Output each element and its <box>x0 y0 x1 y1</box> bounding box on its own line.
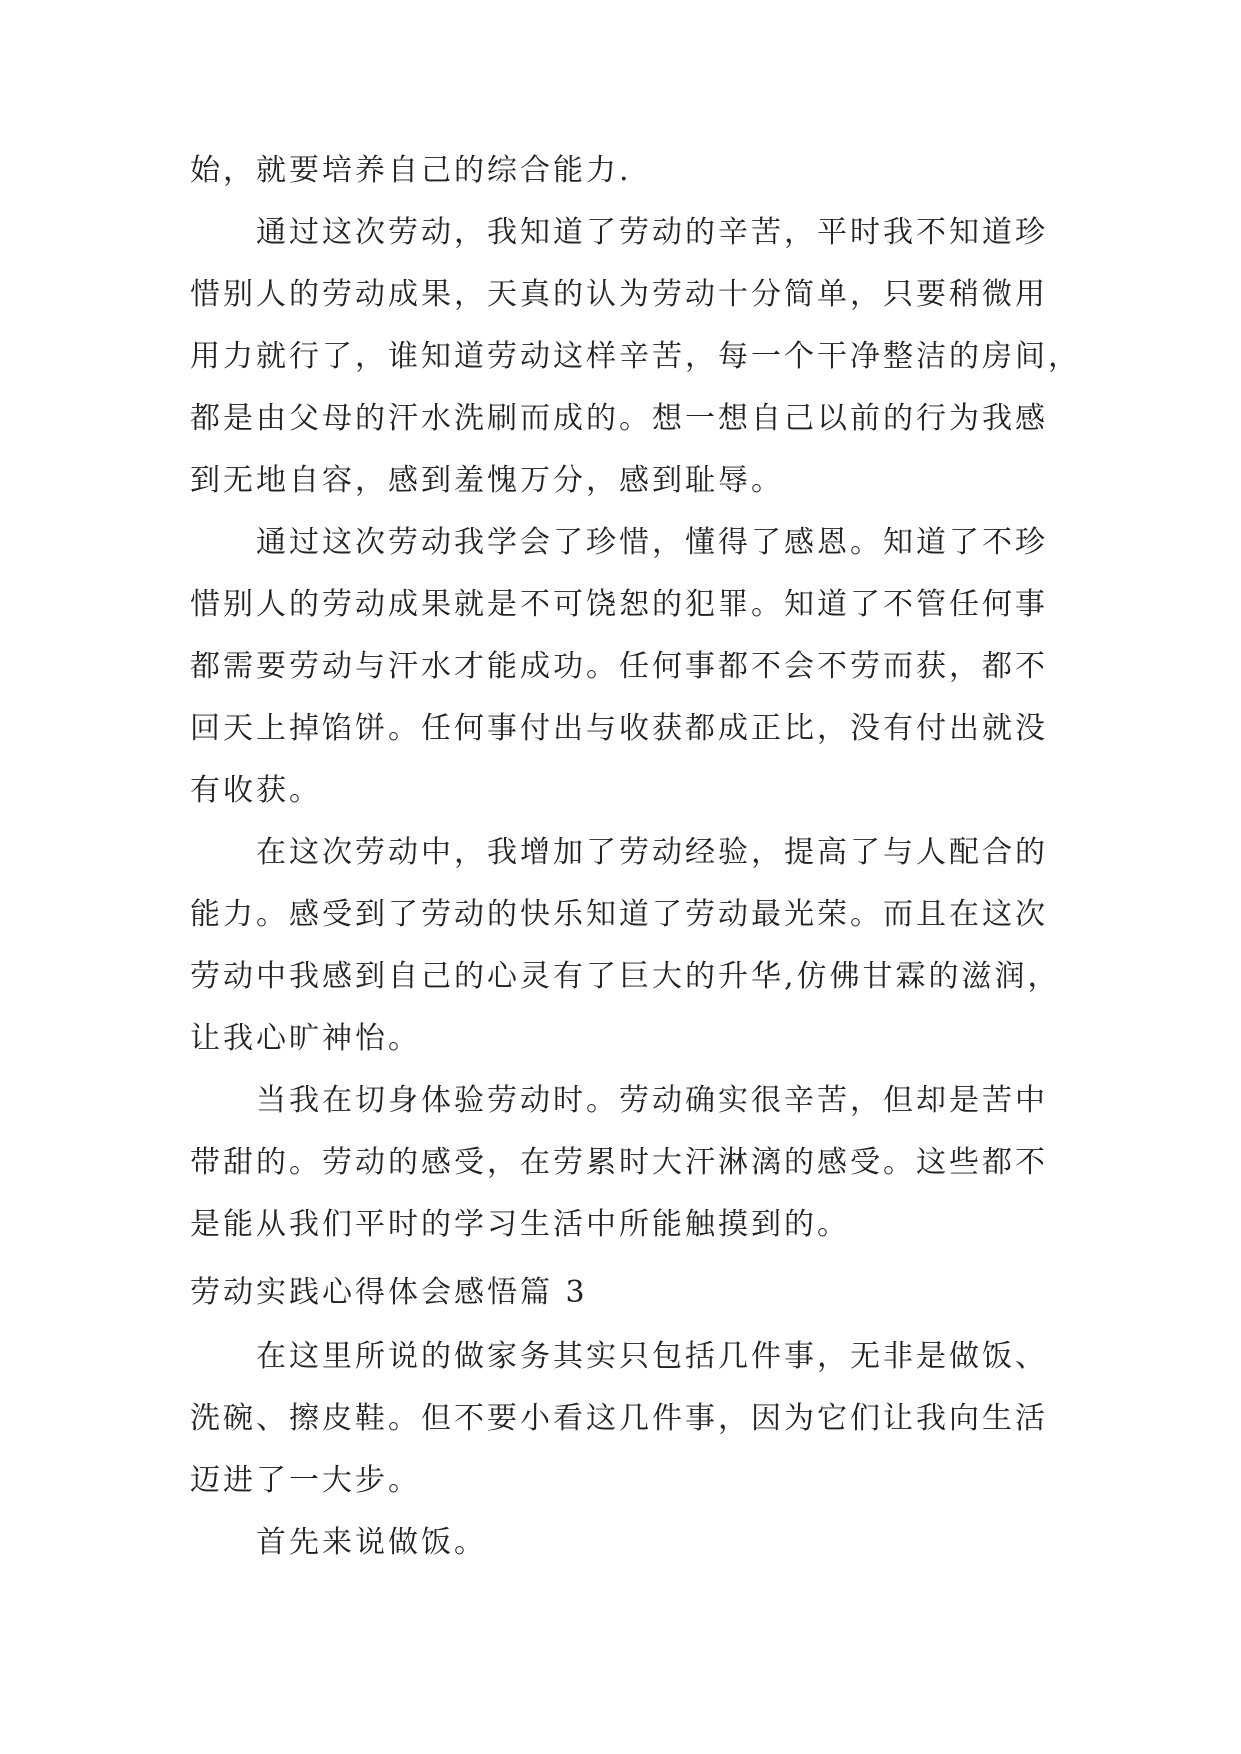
paragraph-line: 到无地自容，感到羞愧万分，感到耻辱。 <box>190 463 784 498</box>
paragraph-line: 惜别人的劳动成果就是不可饶恕的犯罪。知道了不管任何事 <box>190 587 1048 622</box>
paragraph-line: 回天上掉馅饼。任何事付出与收获都成正比，没有付出就没 <box>190 711 1048 746</box>
paragraph-line: 迈进了一大步。 <box>190 1463 421 1498</box>
paragraph-line: 带甜的。劳动的感受，在劳累时大汗淋漓的感受。这些都不 <box>190 1145 1048 1180</box>
paragraph-line: 洗碗、擦皮鞋。但不要小看这几件事，因为它们让我向生活 <box>190 1401 1048 1436</box>
body-text-section-b <box>190 1326 1070 1574</box>
paragraph-line: 能力。感受到了劳动的快乐知道了劳动最光荣。而且在这次 <box>190 897 1048 932</box>
paragraph-line: 都是由父母的汗水洗刷而成的。想一想自己以前的行为我感 <box>190 401 1048 436</box>
paragraph-line: 都需要劳动与汗水才能成功。任何事都不会不劳而获，都不 <box>190 649 1048 684</box>
paragraph-line: 在这次劳动中，我增加了劳动经验，提高了与人配合的 <box>256 835 1048 870</box>
paragraph-line: 在这里所说的做家务其实只包括几件事，无非是做饭、 <box>256 1339 1048 1374</box>
paragraph-line: 是能从我们平时的学习生活中所能触摸到的。 <box>190 1207 850 1242</box>
paragraph-line: 通过这次劳动我学会了珍惜，懂得了感恩。知道了不珍 <box>256 525 1048 560</box>
paragraph-line: 当我在切身体验劳动时。劳动确实很辛苦，但却是苦中 <box>256 1083 1048 1118</box>
paragraph-line: 通过这次劳动，我知道了劳动的辛苦，平时我不知道珍 <box>256 215 1048 250</box>
paragraph-line: 首先来说做饭。 <box>256 1525 487 1560</box>
paragraph-line: 始，就要培养自己的综合能力. <box>190 153 632 188</box>
body-text-section-a <box>190 140 1081 1256</box>
paragraph-line: 有收获。 <box>190 773 322 808</box>
section-heading: 劳动实践心得体会感悟篇 3 <box>190 1275 588 1310</box>
paragraph-line: 惜别人的劳动成果，天真的认为劳动十分简单，只要稍微用 <box>190 277 1048 312</box>
paragraph-line: 劳动中我感到自己的心灵有了巨大的升华,仿佛甘霖的滋润， <box>190 959 1061 994</box>
paragraph-line: 用力就行了，谁知道劳动这样辛苦，每一个干净整洁的房间， <box>190 339 1081 374</box>
paragraph-line: 让我心旷神怡。 <box>190 1021 421 1056</box>
